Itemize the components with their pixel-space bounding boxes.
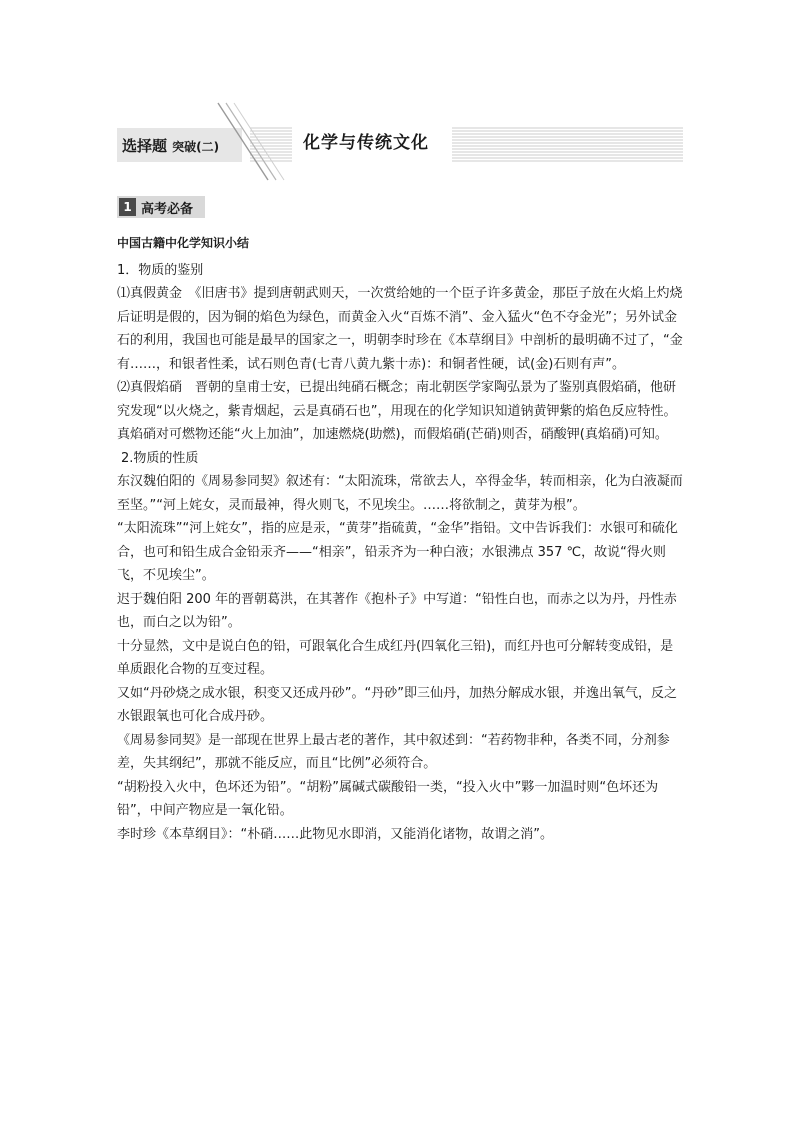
section-1-heading: 1．物质的鉴别 xyxy=(117,262,204,278)
paragraph: 又如“丹砂烧之成水银，积变又还成丹砂”。“丹砂”即三仙丹，加热分解成水银，并逸出氧气，反之水银跟氧也可化合成丹砂。 xyxy=(117,685,677,724)
section-sub: 突破(二) xyxy=(172,140,220,154)
paragraph: 李时珍《本草纲目》：“朴硝……此物见水即消，又能消化诸物，故谓之消”。 xyxy=(117,826,553,842)
paragraph: ⑴真假黄金 《旧唐书》提到唐朝武则天，一次赏给她的一个臣子许多黄金，那臣子放在火焰上灼烧后证明是假的，因为铜的焰色为绿色，而黄金入火“百炼不消”、金入猛火“色不夺金光”；另外试金石的利用，我国也可能是最早的国家之一，明朝李时珍在《本草纲目》中剖析的最明确不过了，“金有……，和银者性柔，试石则色青(七青八黄九紫十赤)：和铜者性硬，试(金)石则有声”。 xyxy=(117,286,683,372)
paragraph: ⑵真假焰硝 晋朝的皇甫士安，已提出纯硝石概念；南北朝医学家陶弘景为了鉴别真假焰硝，他研究发现“以火烧之，紫青烟起，云是真硝石也”，用现在的化学知识知道钠黄钾紫的焰色反应特性。真焰硝对可燃物还能“火上加油”，加速燃烧(助燃)，而假焰硝(芒硝)则否，硝酸钾(真焰硝)可知。 xyxy=(117,380,677,442)
paragraph: 《周易参同契》是一部现在世界上最古老的著作，其中叙述到：“若药物非种，各类不同，分剂参差，失其纲纪”，那就不能反应，而且“比例”必须符合。 xyxy=(117,732,670,771)
prep-label: 高考必备 xyxy=(141,201,194,217)
prep-number-badge: 1 xyxy=(119,198,136,216)
paragraph: “太阳流珠”“河上姹女”，指的应是汞，“黄芽”指硫黄，“金华”指铅。文中告诉我们：水银可和硫化合，也可和铅生成合金铅汞齐——“相亲”，铅汞齐为一种白液；水银沸点 357 ℃，故说“得火则飞，不见埃尘”。 xyxy=(117,521,678,583)
paragraph: 十分显然，文中是说白色的铅，可跟氧化合生成红丹(四氧化三铅)，而红丹也可分解转变成铅，是单质跟化合物的互变过程。 xyxy=(117,638,674,677)
section-2-heading: 2.物质的性质 xyxy=(121,450,199,466)
header-decoration xyxy=(0,0,794,200)
prep-heading xyxy=(117,196,205,218)
header-banner xyxy=(0,0,794,200)
paragraph: 迟于魏伯阳 200 年的晋朝葛洪，在其著作《抱朴子》中写道：“铅性白也，而赤之以为丹，丹性赤也，而白之以为铅”。 xyxy=(117,591,677,630)
subtitle: 中国古籍中化学知识小结 xyxy=(117,236,250,250)
document-body xyxy=(117,232,683,846)
chapter-title: 化学与传统文化 xyxy=(303,133,429,153)
paragraph: 东汉魏伯阳的《周易参同契》叙述有：“太阳流珠，常欲去人，卒得金华，转而相亲，化为白液凝而至坚。”“河上姹女，灵而最神，得火则飞，不见埃尘。……将欲制之，黄芽为根”。 xyxy=(117,474,683,513)
paragraph: “胡粉投入火中，色坏还为铅”。“胡粉”属碱式碳酸铅一类，“投入火中”夥一加温时则“色坏还为铅”，中间产物应是一氧化铅。 xyxy=(117,779,659,818)
section-main: 选择题 xyxy=(122,137,168,155)
section-label xyxy=(122,134,219,158)
